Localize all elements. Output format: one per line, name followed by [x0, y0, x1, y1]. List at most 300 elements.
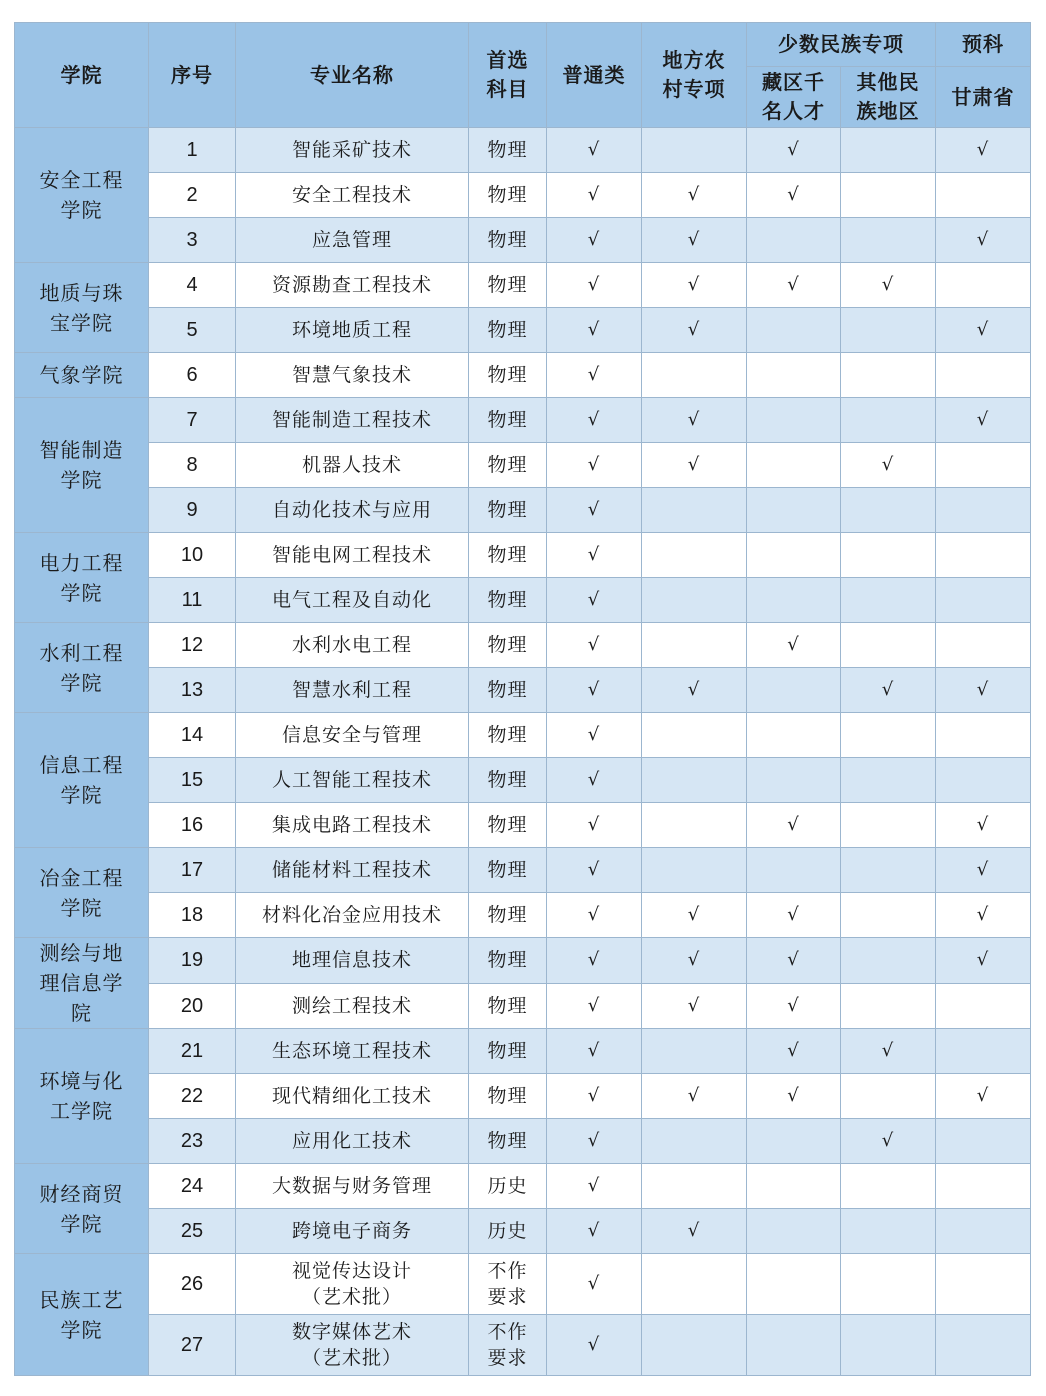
college-cell: 信息工程 学院: [15, 713, 149, 848]
table-row: [15, 713, 1031, 758]
rural-cell: [642, 1254, 747, 1315]
check-mark-icon: √: [687, 274, 701, 295]
check-mark-icon: √: [976, 679, 990, 700]
general-cell: [547, 983, 642, 1029]
major-cell: 跨境电子商务: [236, 1209, 469, 1254]
check-mark-icon: √: [587, 409, 601, 430]
major-cell: 生态环境工程技术: [236, 1029, 469, 1074]
subject-cell: 物理: [469, 1074, 547, 1119]
check-mark-icon: √: [587, 1130, 601, 1151]
gansu-cell: [936, 758, 1031, 803]
check-mark-icon: √: [587, 544, 601, 565]
major-cell: 环境地质工程: [236, 308, 469, 353]
other-cell: [841, 128, 936, 173]
check-mark-icon: √: [587, 274, 601, 295]
major-cell: 大数据与财务管理: [236, 1164, 469, 1209]
table-row: [15, 263, 1031, 308]
general-cell: [547, 218, 642, 263]
header-minority-group: 少数民族专项: [747, 23, 936, 67]
gansu-cell: [936, 623, 1031, 668]
tibet-cell: [747, 713, 841, 758]
subject-cell: 物理: [469, 353, 547, 398]
tibet-cell: [747, 488, 841, 533]
check-mark-icon: √: [976, 949, 990, 971]
college-cell: 地质与珠 宝学院: [15, 263, 149, 353]
subject-cell: 历史: [469, 1164, 547, 1209]
table-row: [15, 533, 1031, 578]
check-mark-icon: √: [787, 949, 800, 971]
table-row: [15, 1074, 1031, 1119]
rural-cell: [642, 128, 747, 173]
rural-cell: [642, 578, 747, 623]
tibet-cell: [747, 218, 841, 263]
subject-cell: 物理: [469, 758, 547, 803]
rural-cell: [642, 1315, 747, 1376]
rural-cell: [642, 1074, 747, 1119]
tibet-cell: [747, 443, 841, 488]
table-row: [15, 893, 1031, 938]
gansu-cell: [936, 713, 1031, 758]
gansu-cell: [936, 443, 1031, 488]
major-cell: 集成电路工程技术: [236, 803, 469, 848]
rural-cell: [642, 848, 747, 893]
seq-cell: 25: [149, 1209, 236, 1254]
rural-cell: [642, 893, 747, 938]
tibet-cell: [747, 1029, 841, 1074]
other-cell: [841, 758, 936, 803]
major-cell: 自动化技术与应用: [236, 488, 469, 533]
table-row: [15, 1029, 1031, 1074]
check-mark-icon: √: [587, 994, 601, 1016]
check-mark-icon: √: [976, 139, 990, 160]
general-cell: [547, 668, 642, 713]
general-cell: [547, 1029, 642, 1074]
check-mark-icon: √: [587, 1334, 601, 1355]
check-mark-icon: √: [587, 139, 601, 160]
subject-cell: 物理: [469, 218, 547, 263]
check-mark-icon: √: [976, 319, 990, 340]
rural-cell: [642, 623, 747, 668]
seq-cell: 5: [149, 308, 236, 353]
rural-cell: [642, 1164, 747, 1209]
check-mark-icon: √: [587, 949, 601, 971]
gansu-cell: [936, 1315, 1031, 1376]
general-cell: [547, 938, 642, 984]
table-row: [15, 938, 1031, 984]
college-cell: 水利工程 学院: [15, 623, 149, 713]
check-mark-icon: √: [787, 184, 800, 205]
check-mark-icon: √: [787, 274, 800, 295]
other-cell: [841, 713, 936, 758]
rural-cell: [642, 983, 747, 1029]
other-cell: [841, 578, 936, 623]
subject-cell: 物理: [469, 713, 547, 758]
college-cell: 财经商贸 学院: [15, 1164, 149, 1254]
table-row: [15, 1164, 1031, 1209]
check-mark-icon: √: [587, 454, 601, 475]
check-mark-icon: √: [687, 1220, 701, 1241]
header-prep-group: 预科: [936, 23, 1031, 67]
general-cell: [547, 263, 642, 308]
check-mark-icon: √: [976, 859, 990, 880]
general-cell: [547, 1074, 642, 1119]
tibet-cell: [747, 803, 841, 848]
rural-cell: [642, 263, 747, 308]
header-other-ethnic: 其他民 族地区: [841, 67, 936, 128]
check-mark-icon: √: [787, 1085, 800, 1106]
gansu-cell: [936, 983, 1031, 1029]
major-cell: 材料化冶金应用技术: [236, 893, 469, 938]
check-mark-icon: √: [976, 229, 990, 250]
college-cell: 民族工艺 学院: [15, 1254, 149, 1376]
seq-cell: 10: [149, 533, 236, 578]
subject-cell: 历史: [469, 1209, 547, 1254]
gansu-cell: [936, 893, 1031, 938]
rural-cell: [642, 758, 747, 803]
other-cell: [841, 893, 936, 938]
check-mark-icon: √: [587, 184, 601, 205]
other-cell: [841, 1209, 936, 1254]
gansu-cell: [936, 1119, 1031, 1164]
seq-cell: 3: [149, 218, 236, 263]
other-cell: [841, 263, 936, 308]
gansu-cell: [936, 803, 1031, 848]
other-cell: [841, 443, 936, 488]
check-mark-icon: √: [687, 319, 701, 340]
rural-cell: [642, 1119, 747, 1164]
table-row: [15, 218, 1031, 263]
other-cell: [841, 623, 936, 668]
general-cell: [547, 173, 642, 218]
header-rural: 地方农 村专项: [642, 23, 747, 128]
rural-cell: [642, 1209, 747, 1254]
table-row: [15, 623, 1031, 668]
check-mark-icon: √: [587, 1273, 601, 1294]
check-mark-icon: √: [787, 634, 800, 655]
rural-cell: [642, 218, 747, 263]
general-cell: [547, 443, 642, 488]
rural-cell: [642, 533, 747, 578]
subject-cell: 物理: [469, 578, 547, 623]
subject-cell: 物理: [469, 443, 547, 488]
check-mark-icon: √: [787, 994, 800, 1016]
check-mark-icon: √: [881, 679, 895, 700]
check-mark-icon: √: [587, 724, 601, 745]
tibet-cell: [747, 1315, 841, 1376]
other-cell: [841, 1315, 936, 1376]
check-mark-icon: √: [587, 1085, 601, 1106]
check-mark-icon: √: [881, 1040, 895, 1061]
tibet-cell: [747, 938, 841, 984]
header-subject: 首选 科目: [469, 23, 547, 128]
other-cell: [841, 1164, 936, 1209]
general-cell: [547, 803, 642, 848]
header-tibet: 藏区千 名人才: [747, 67, 841, 128]
check-mark-icon: √: [587, 1040, 601, 1061]
table-row: [15, 488, 1031, 533]
major-cell: 智能采矿技术: [236, 128, 469, 173]
rural-cell: [642, 1029, 747, 1074]
tibet-cell: [747, 308, 841, 353]
check-mark-icon: √: [687, 994, 701, 1016]
seq-cell: 23: [149, 1119, 236, 1164]
table-row: [15, 803, 1031, 848]
table-row: [15, 983, 1031, 1029]
other-cell: [841, 983, 936, 1029]
gansu-cell: [936, 578, 1031, 623]
subject-cell: 物理: [469, 668, 547, 713]
subject-cell: 不作 要求: [469, 1254, 547, 1315]
general-cell: [547, 893, 642, 938]
other-cell: [841, 173, 936, 218]
other-cell: [841, 488, 936, 533]
college-cell: 智能制造 学院: [15, 398, 149, 533]
general-cell: [547, 128, 642, 173]
check-mark-icon: √: [787, 904, 800, 925]
major-cell: 测绘工程技术: [236, 983, 469, 1029]
college-cell: 安全工程 学院: [15, 128, 149, 263]
gansu-cell: [936, 173, 1031, 218]
tibet-cell: [747, 533, 841, 578]
tibet-cell: [747, 1074, 841, 1119]
general-cell: [547, 488, 642, 533]
header-college: 学院: [15, 23, 149, 128]
rural-cell: [642, 443, 747, 488]
seq-cell: 8: [149, 443, 236, 488]
general-cell: [547, 578, 642, 623]
college-cell: 环境与化 工学院: [15, 1029, 149, 1164]
gansu-cell: [936, 263, 1031, 308]
tibet-cell: [747, 1164, 841, 1209]
seq-cell: 12: [149, 623, 236, 668]
table-row: [15, 443, 1031, 488]
check-mark-icon: √: [587, 364, 601, 385]
rural-cell: [642, 938, 747, 984]
table-row: [15, 353, 1031, 398]
seq-cell: 26: [149, 1254, 236, 1315]
major-cell: 智慧气象技术: [236, 353, 469, 398]
gansu-cell: [936, 1029, 1031, 1074]
general-cell: [547, 848, 642, 893]
major-cell: 智能制造工程技术: [236, 398, 469, 443]
check-mark-icon: √: [587, 769, 601, 790]
seq-cell: 9: [149, 488, 236, 533]
table-row: [15, 1119, 1031, 1164]
general-cell: [547, 353, 642, 398]
seq-cell: 2: [149, 173, 236, 218]
seq-cell: 19: [149, 938, 236, 984]
table-row: [15, 1209, 1031, 1254]
subject-cell: 物理: [469, 938, 547, 984]
other-cell: [841, 353, 936, 398]
check-mark-icon: √: [976, 814, 990, 835]
college-cell: 电力工程 学院: [15, 533, 149, 623]
subject-cell: 不作 要求: [469, 1315, 547, 1376]
general-cell: [547, 758, 642, 803]
check-mark-icon: √: [787, 139, 800, 160]
major-cell: 人工智能工程技术: [236, 758, 469, 803]
general-cell: [547, 398, 642, 443]
subject-cell: 物理: [469, 173, 547, 218]
major-cell: 电气工程及自动化: [236, 578, 469, 623]
major-cell: 信息安全与管理: [236, 713, 469, 758]
table-row: [15, 128, 1031, 173]
header-general: 普通类: [547, 23, 642, 128]
tibet-cell: [747, 173, 841, 218]
check-mark-icon: √: [687, 229, 701, 250]
table-row: [15, 668, 1031, 713]
general-cell: [547, 1209, 642, 1254]
rural-cell: [642, 398, 747, 443]
check-mark-icon: √: [687, 904, 701, 925]
seq-cell: 13: [149, 668, 236, 713]
seq-cell: 18: [149, 893, 236, 938]
check-mark-icon: √: [587, 634, 601, 655]
tibet-cell: [747, 263, 841, 308]
gansu-cell: [936, 218, 1031, 263]
other-cell: [841, 218, 936, 263]
tibet-cell: [747, 668, 841, 713]
other-cell: [841, 668, 936, 713]
check-mark-icon: √: [587, 904, 601, 925]
major-cell: 智能电网工程技术: [236, 533, 469, 578]
college-cell: 测绘与地 理信息学 院: [15, 938, 149, 1029]
seq-cell: 15: [149, 758, 236, 803]
table-body: [15, 128, 1031, 1376]
gansu-cell: [936, 353, 1031, 398]
check-mark-icon: √: [976, 1085, 990, 1106]
check-mark-icon: √: [687, 1085, 701, 1106]
gansu-cell: [936, 128, 1031, 173]
gansu-cell: [936, 1164, 1031, 1209]
subject-cell: 物理: [469, 533, 547, 578]
college-cell: 气象学院: [15, 353, 149, 398]
subject-cell: 物理: [469, 848, 547, 893]
tibet-cell: [747, 1254, 841, 1315]
check-mark-icon: √: [881, 274, 895, 295]
tibet-cell: [747, 578, 841, 623]
check-mark-icon: √: [587, 814, 601, 835]
subject-cell: 物理: [469, 983, 547, 1029]
subject-cell: 物理: [469, 488, 547, 533]
check-mark-icon: √: [881, 1130, 895, 1151]
tibet-cell: [747, 1119, 841, 1164]
check-mark-icon: √: [587, 1220, 601, 1241]
subject-cell: 物理: [469, 308, 547, 353]
major-cell: 应急管理: [236, 218, 469, 263]
major-cell: 机器人技术: [236, 443, 469, 488]
header-seq: 序号: [149, 23, 236, 128]
subject-cell: 物理: [469, 893, 547, 938]
check-mark-icon: √: [787, 1040, 800, 1061]
check-mark-icon: √: [587, 1175, 601, 1196]
general-cell: [547, 1164, 642, 1209]
gansu-cell: [936, 488, 1031, 533]
general-cell: [547, 533, 642, 578]
seq-cell: 17: [149, 848, 236, 893]
table-row: [15, 308, 1031, 353]
subject-cell: 物理: [469, 1029, 547, 1074]
other-cell: [841, 1029, 936, 1074]
seq-cell: 21: [149, 1029, 236, 1074]
check-mark-icon: √: [587, 589, 601, 610]
check-mark-icon: √: [587, 229, 601, 250]
check-mark-icon: √: [687, 184, 701, 205]
seq-cell: 24: [149, 1164, 236, 1209]
table-row: [15, 848, 1031, 893]
major-cell: 现代精细化工技术: [236, 1074, 469, 1119]
general-cell: [547, 308, 642, 353]
check-mark-icon: √: [976, 904, 990, 925]
seq-cell: 27: [149, 1315, 236, 1376]
major-cell: 水利水电工程: [236, 623, 469, 668]
tibet-cell: [747, 128, 841, 173]
table-row: [15, 398, 1031, 443]
check-mark-icon: √: [976, 409, 990, 430]
table-row: [15, 1315, 1031, 1376]
gansu-cell: [936, 1209, 1031, 1254]
gansu-cell: [936, 938, 1031, 984]
subject-cell: 物理: [469, 263, 547, 308]
tibet-cell: [747, 1209, 841, 1254]
other-cell: [841, 308, 936, 353]
header-gansu: 甘肃省: [936, 67, 1031, 128]
rural-cell: [642, 173, 747, 218]
subject-cell: 物理: [469, 128, 547, 173]
general-cell: [547, 1119, 642, 1164]
seq-cell: 6: [149, 353, 236, 398]
general-cell: [547, 623, 642, 668]
rural-cell: [642, 713, 747, 758]
tibet-cell: [747, 848, 841, 893]
seq-cell: 16: [149, 803, 236, 848]
gansu-cell: [936, 308, 1031, 353]
general-cell: [547, 1315, 642, 1376]
gansu-cell: [936, 1074, 1031, 1119]
rural-cell: [642, 668, 747, 713]
table-row: [15, 758, 1031, 803]
check-mark-icon: √: [687, 949, 701, 971]
tibet-cell: [747, 983, 841, 1029]
gansu-cell: [936, 398, 1031, 443]
majors-table: [14, 22, 1031, 1376]
general-cell: [547, 713, 642, 758]
rural-cell: [642, 308, 747, 353]
other-cell: [841, 533, 936, 578]
check-mark-icon: √: [587, 859, 601, 880]
tibet-cell: [747, 398, 841, 443]
major-cell: 安全工程技术: [236, 173, 469, 218]
seq-cell: 20: [149, 983, 236, 1029]
major-cell: 资源勘查工程技术: [236, 263, 469, 308]
other-cell: [841, 848, 936, 893]
rural-cell: [642, 353, 747, 398]
rural-cell: [642, 488, 747, 533]
rural-cell: [642, 803, 747, 848]
major-cell: 应用化工技术: [236, 1119, 469, 1164]
check-mark-icon: √: [687, 409, 701, 430]
major-cell: 储能材料工程技术: [236, 848, 469, 893]
other-cell: [841, 1254, 936, 1315]
other-cell: [841, 938, 936, 984]
tibet-cell: [747, 353, 841, 398]
check-mark-icon: √: [587, 319, 601, 340]
check-mark-icon: √: [787, 814, 800, 835]
major-cell: 数字媒体艺术 （艺术批）: [236, 1315, 469, 1376]
check-mark-icon: √: [687, 679, 701, 700]
table-row: [15, 578, 1031, 623]
check-mark-icon: √: [587, 499, 601, 520]
